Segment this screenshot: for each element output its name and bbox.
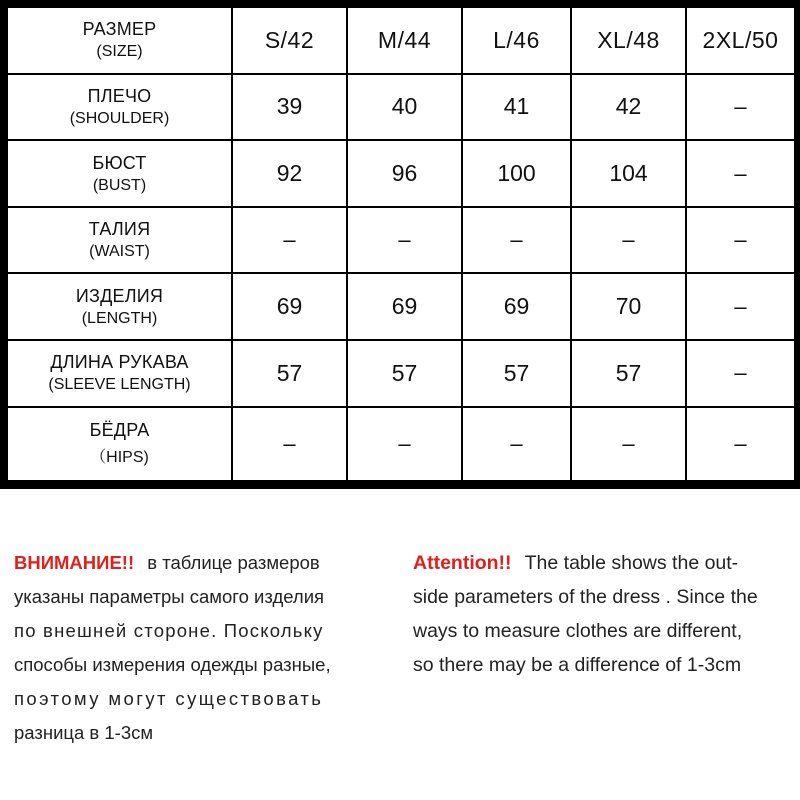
- header-row: [8, 8, 794, 73]
- header-label-cell: [8, 8, 231, 73]
- note-line: [413, 546, 783, 580]
- table-cell: –: [687, 141, 794, 206]
- table-row: [8, 341, 794, 406]
- table-cell: 39: [233, 75, 346, 140]
- table-cell: 69: [233, 274, 346, 339]
- table-cell: 100: [463, 141, 570, 206]
- table-row: [8, 141, 794, 206]
- note-line: указаны параметры самого изделия: [14, 586, 325, 607]
- row-label-en: (SHOULDER): [69, 109, 170, 127]
- note-line: side parameters of the dress . Since the: [413, 586, 758, 608]
- note-line: so there may be a difference of 1-3cm: [413, 654, 742, 676]
- header-label-en: (SIZE): [96, 43, 143, 61]
- table-row: [8, 408, 794, 480]
- attention-label-en: Attention!!: [413, 552, 512, 574]
- note-english: [413, 546, 783, 682]
- row-label-ru: ТАЛИЯ: [88, 219, 151, 240]
- row-label-cell: [8, 408, 231, 480]
- row-label-en: (BUST): [92, 176, 147, 194]
- note-line: ways to measure clothes are different,: [413, 620, 743, 642]
- table-cell: –: [348, 408, 461, 480]
- table-cell: 40: [348, 75, 461, 140]
- row-label-cell: [8, 208, 231, 273]
- table-cell: –: [687, 274, 794, 339]
- table-cell: 57: [463, 341, 570, 406]
- table-row: [8, 75, 794, 140]
- size-table: [6, 6, 796, 482]
- row-label-ru: БЁДРА: [89, 420, 150, 441]
- note-text: The table shows the out-: [524, 552, 739, 574]
- row-label-en: (SLEEVE LENGTH): [48, 376, 191, 394]
- row-label-en: (WAIST): [89, 243, 150, 261]
- table-cell: –: [687, 408, 794, 480]
- table-row: [8, 208, 794, 273]
- row-label-ru: ДЛИНА РУКАВА: [50, 352, 189, 373]
- table-cell: –: [572, 408, 685, 480]
- note-line: поэтому могут существовать: [14, 688, 324, 709]
- table-cell: 57: [233, 341, 346, 406]
- row-label-en: （HIPS): [90, 449, 149, 467]
- table-cell: 69: [348, 274, 461, 339]
- table-cell: 57: [572, 341, 685, 406]
- row-label-cell: [8, 341, 231, 406]
- table-cell: 96: [348, 141, 461, 206]
- table-cell: –: [233, 408, 346, 480]
- note-line: разница в 1-3см: [14, 722, 154, 743]
- notes-section: [0, 546, 800, 766]
- row-label-ru: ИЗДЕЛИЯ: [75, 285, 164, 306]
- note-text: в таблице размеров: [147, 552, 320, 573]
- table-cell: 92: [233, 141, 346, 206]
- size-header-l: L/46: [463, 8, 570, 73]
- size-header-s: S/42: [233, 8, 346, 73]
- size-header-2xl: 2XL/50: [687, 8, 794, 73]
- note-line: по внешней стороне. Поскольку: [14, 620, 324, 641]
- size-header-xl: XL/48: [572, 8, 685, 73]
- note-line: [14, 546, 384, 580]
- table-cell: –: [463, 408, 570, 480]
- row-label-cell: [8, 274, 231, 339]
- table-cell: 69: [463, 274, 570, 339]
- table-cell: 57: [348, 341, 461, 406]
- size-header-m: M/44: [348, 8, 461, 73]
- table-cell: –: [687, 75, 794, 140]
- header-label-ru: РАЗМЕР: [82, 19, 157, 40]
- row-label-en: (LENGTH): [81, 309, 158, 327]
- table-cell: 42: [572, 75, 685, 140]
- table-cell: 70: [572, 274, 685, 339]
- table-cell: –: [572, 208, 685, 273]
- note-line: способы измерения одежды разные,: [14, 654, 331, 675]
- table-row: [8, 274, 794, 339]
- table-cell: 104: [572, 141, 685, 206]
- note-russian: [14, 546, 384, 750]
- table-cell: –: [687, 341, 794, 406]
- row-label-ru: БЮСТ: [92, 152, 147, 173]
- table-cell: –: [233, 208, 346, 273]
- row-label-ru: ПЛЕЧО: [87, 85, 152, 106]
- attention-label-ru: ВНИМАНИЕ!!: [14, 552, 135, 573]
- row-label-cell: [8, 75, 231, 140]
- table-cell: 41: [463, 75, 570, 140]
- table-cell: –: [348, 208, 461, 273]
- row-label-cell: [8, 141, 231, 206]
- table-cell: –: [463, 208, 570, 273]
- table-cell: –: [687, 208, 794, 273]
